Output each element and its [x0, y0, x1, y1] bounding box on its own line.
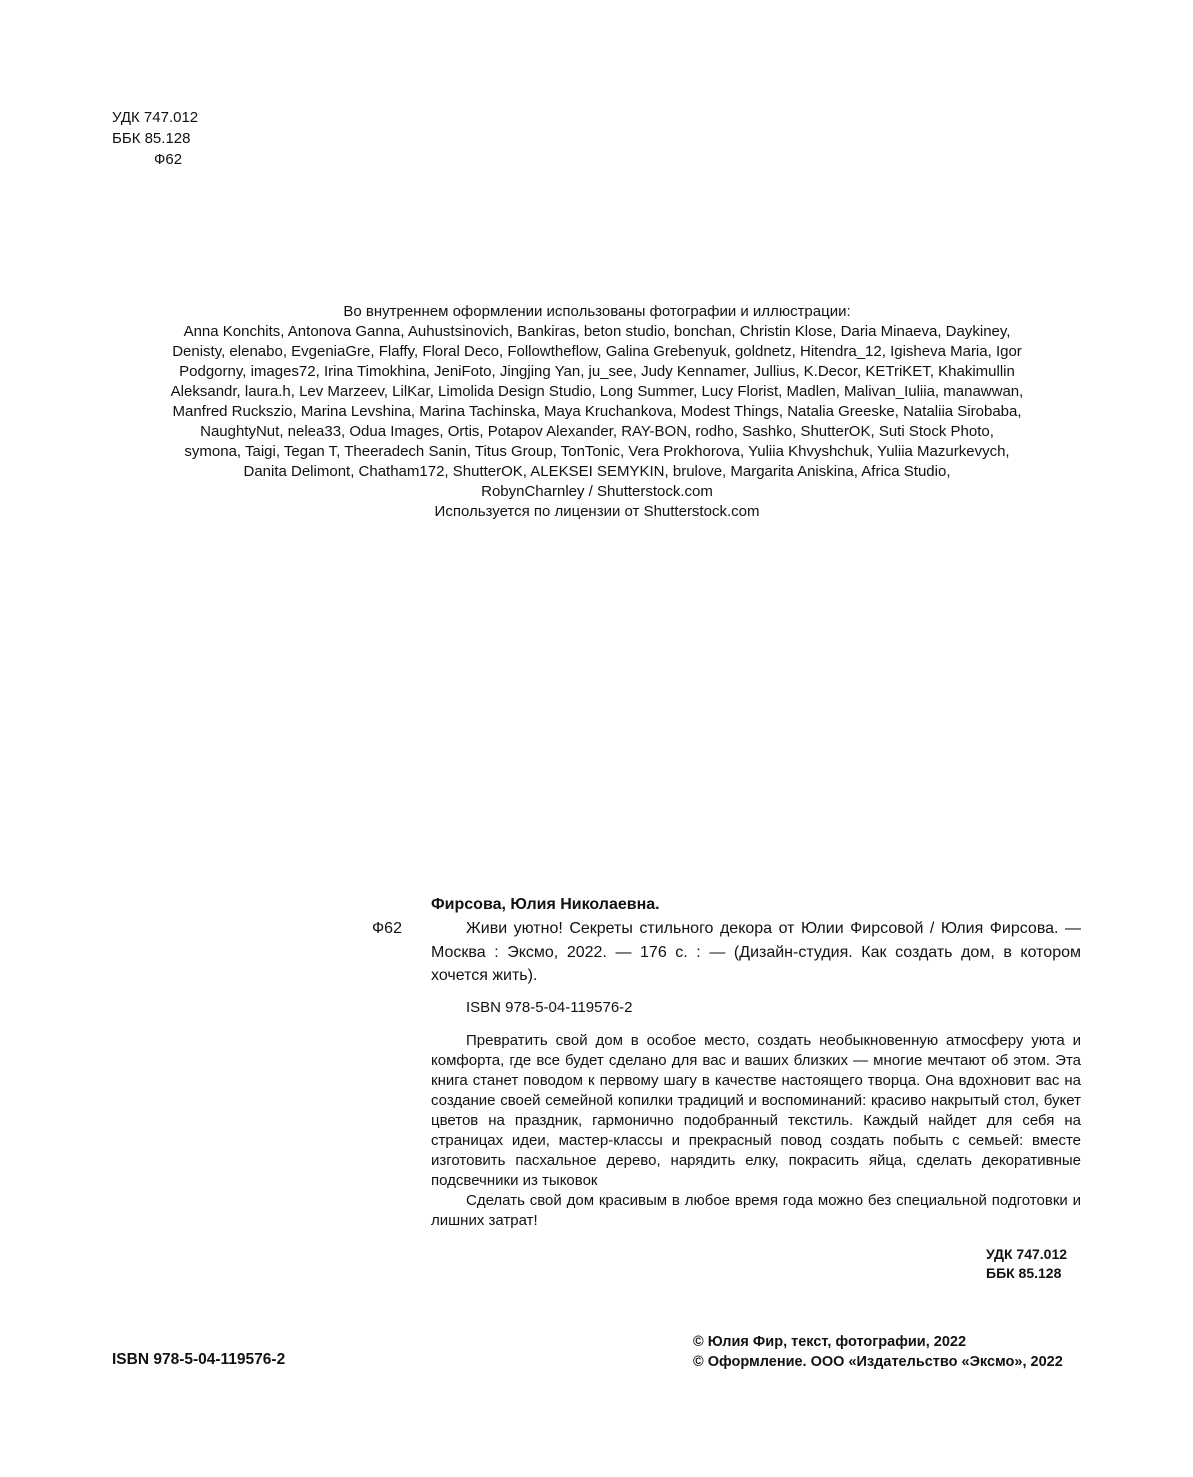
card-classification-codes [960, 1245, 1080, 1283]
card-isbn: ISBN 978-5-04-119576-2 [466, 998, 633, 1016]
card-udk: УДК 747.012 [986, 1246, 1068, 1262]
credits-line: Denisty, elenabo, EvgeniaGre, Flaffy, Floral Deco, Followtheflow, Galina Grebenyuk, goldnetz, Hitendra_12, Igisheva Maria, Igor [172, 343, 1022, 360]
credits-line: symona, Taigi, Tegan T, Theeradech Sanin, Titus Group, TonTonic, Vera Prokhorova, Yuliia Khvyshchuk, Yuliia Mazurkevych, [184, 443, 1010, 460]
bbk-code: ББК 85.128 [112, 130, 191, 147]
credits-license: Используется по лицензии от Shutterstock.com [434, 503, 760, 520]
copyright-design: © Оформление. ООО «Издательство «Эксмо», 2022 [693, 1354, 1063, 1370]
credits-line: Podgorny, images72, Irina Timokhina, JeniFoto, Jingjing Yan, ju_see, Judy Kennamer, Jullius, K.Decor, KETriKET, Khakimullin [179, 363, 1015, 380]
author-mark: Ф62 [154, 151, 183, 168]
footer-isbn: ISBN 978-5-04-119576-2 [112, 1351, 286, 1368]
top-classification-codes [112, 107, 198, 170]
catalog-card [431, 893, 1081, 1231]
credits-line: Anna Konchits, Antonova Ganna, Auhustsinovich, Bankiras, beton studio, bonchan, Christin Klose, Daria Minaeva, Daykiney, [183, 323, 1011, 340]
credits-line: Danita Delimont, Chatham172, ShutterOK, ALEKSEI SEMYKIN, brulove, Margarita Aniskina, Africa Studio, [243, 463, 951, 480]
credits-line: RobynCharnley / Shutterstock.com [481, 483, 713, 500]
credits-line: Manfred Ruckszio, Marina Levshina, Marina Tachinska, Maya Kruchankova, Modest Things, Natalia Greeske, Nataliia Sirobaba, [172, 403, 1022, 420]
credits-line: NaughtyNut, nelea33, Odua Images, Ortis, Potapov Alexander, RAY-BON, rodho, Sashko, ShutterOK, Suti Stock Photo, [200, 423, 994, 440]
copyright-block [693, 1332, 1063, 1372]
card-bbk: ББК 85.128 [986, 1265, 1062, 1281]
credits-intro: Во внутреннем оформлении использованы фотографии и иллюстрации: [343, 303, 851, 320]
photo-credits [108, 302, 1086, 522]
credits-line: Aleksandr, laura.h, Lev Marzeev, LilKar, Limolida Design Studio, Long Summer, Lucy Florist, Madlen, Malivan_Iuliia, manawwan, [170, 383, 1024, 400]
card-author: Фирсова, Юлия Николаевна. [431, 896, 660, 913]
copyright-text: © Юлия Фир, текст, фотографии, 2022 [693, 1334, 967, 1350]
udk-code: УДК 747.012 [112, 109, 199, 126]
card-author-mark: Ф62 [372, 920, 402, 937]
card-title: Живи уютно! Секреты стильного декора от Юлии Фирсовой / Юлия Фирсова. — Москва : Эксмо, 2022. — 176 с. : — (Дизайн-студия. Как создать дом, в котором хочется жить). [431, 920, 1081, 984]
card-abstract-2: Сделать свой дом красивым в любое время года можно без специальной подготовки и лишних затрат! [431, 1191, 1081, 1229]
card-abstract-1: Превратить свой дом в особое место, создать необыкновенную атмосферу уюта и комфорта, где все будет сделано для вас и ваших близких — многие мечтают об этом. Эта книга станет поводом к первому шагу в качестве настоящего творца. Она вдохновит вас на создание своей семейной копилки традиций и воспоминаний: красиво накрытый стол, букет цветов на праздник, гармонично подобранный текстиль. Каждый найдет для себя на страницах идеи, мастер-классы и прекрасный повод создать побыть с семьей: вместе изготовить пасхальное дерево, нарядить елку, покрасить яйца, сделать декоративные подсвечники из тыковок [431, 1031, 1081, 1189]
